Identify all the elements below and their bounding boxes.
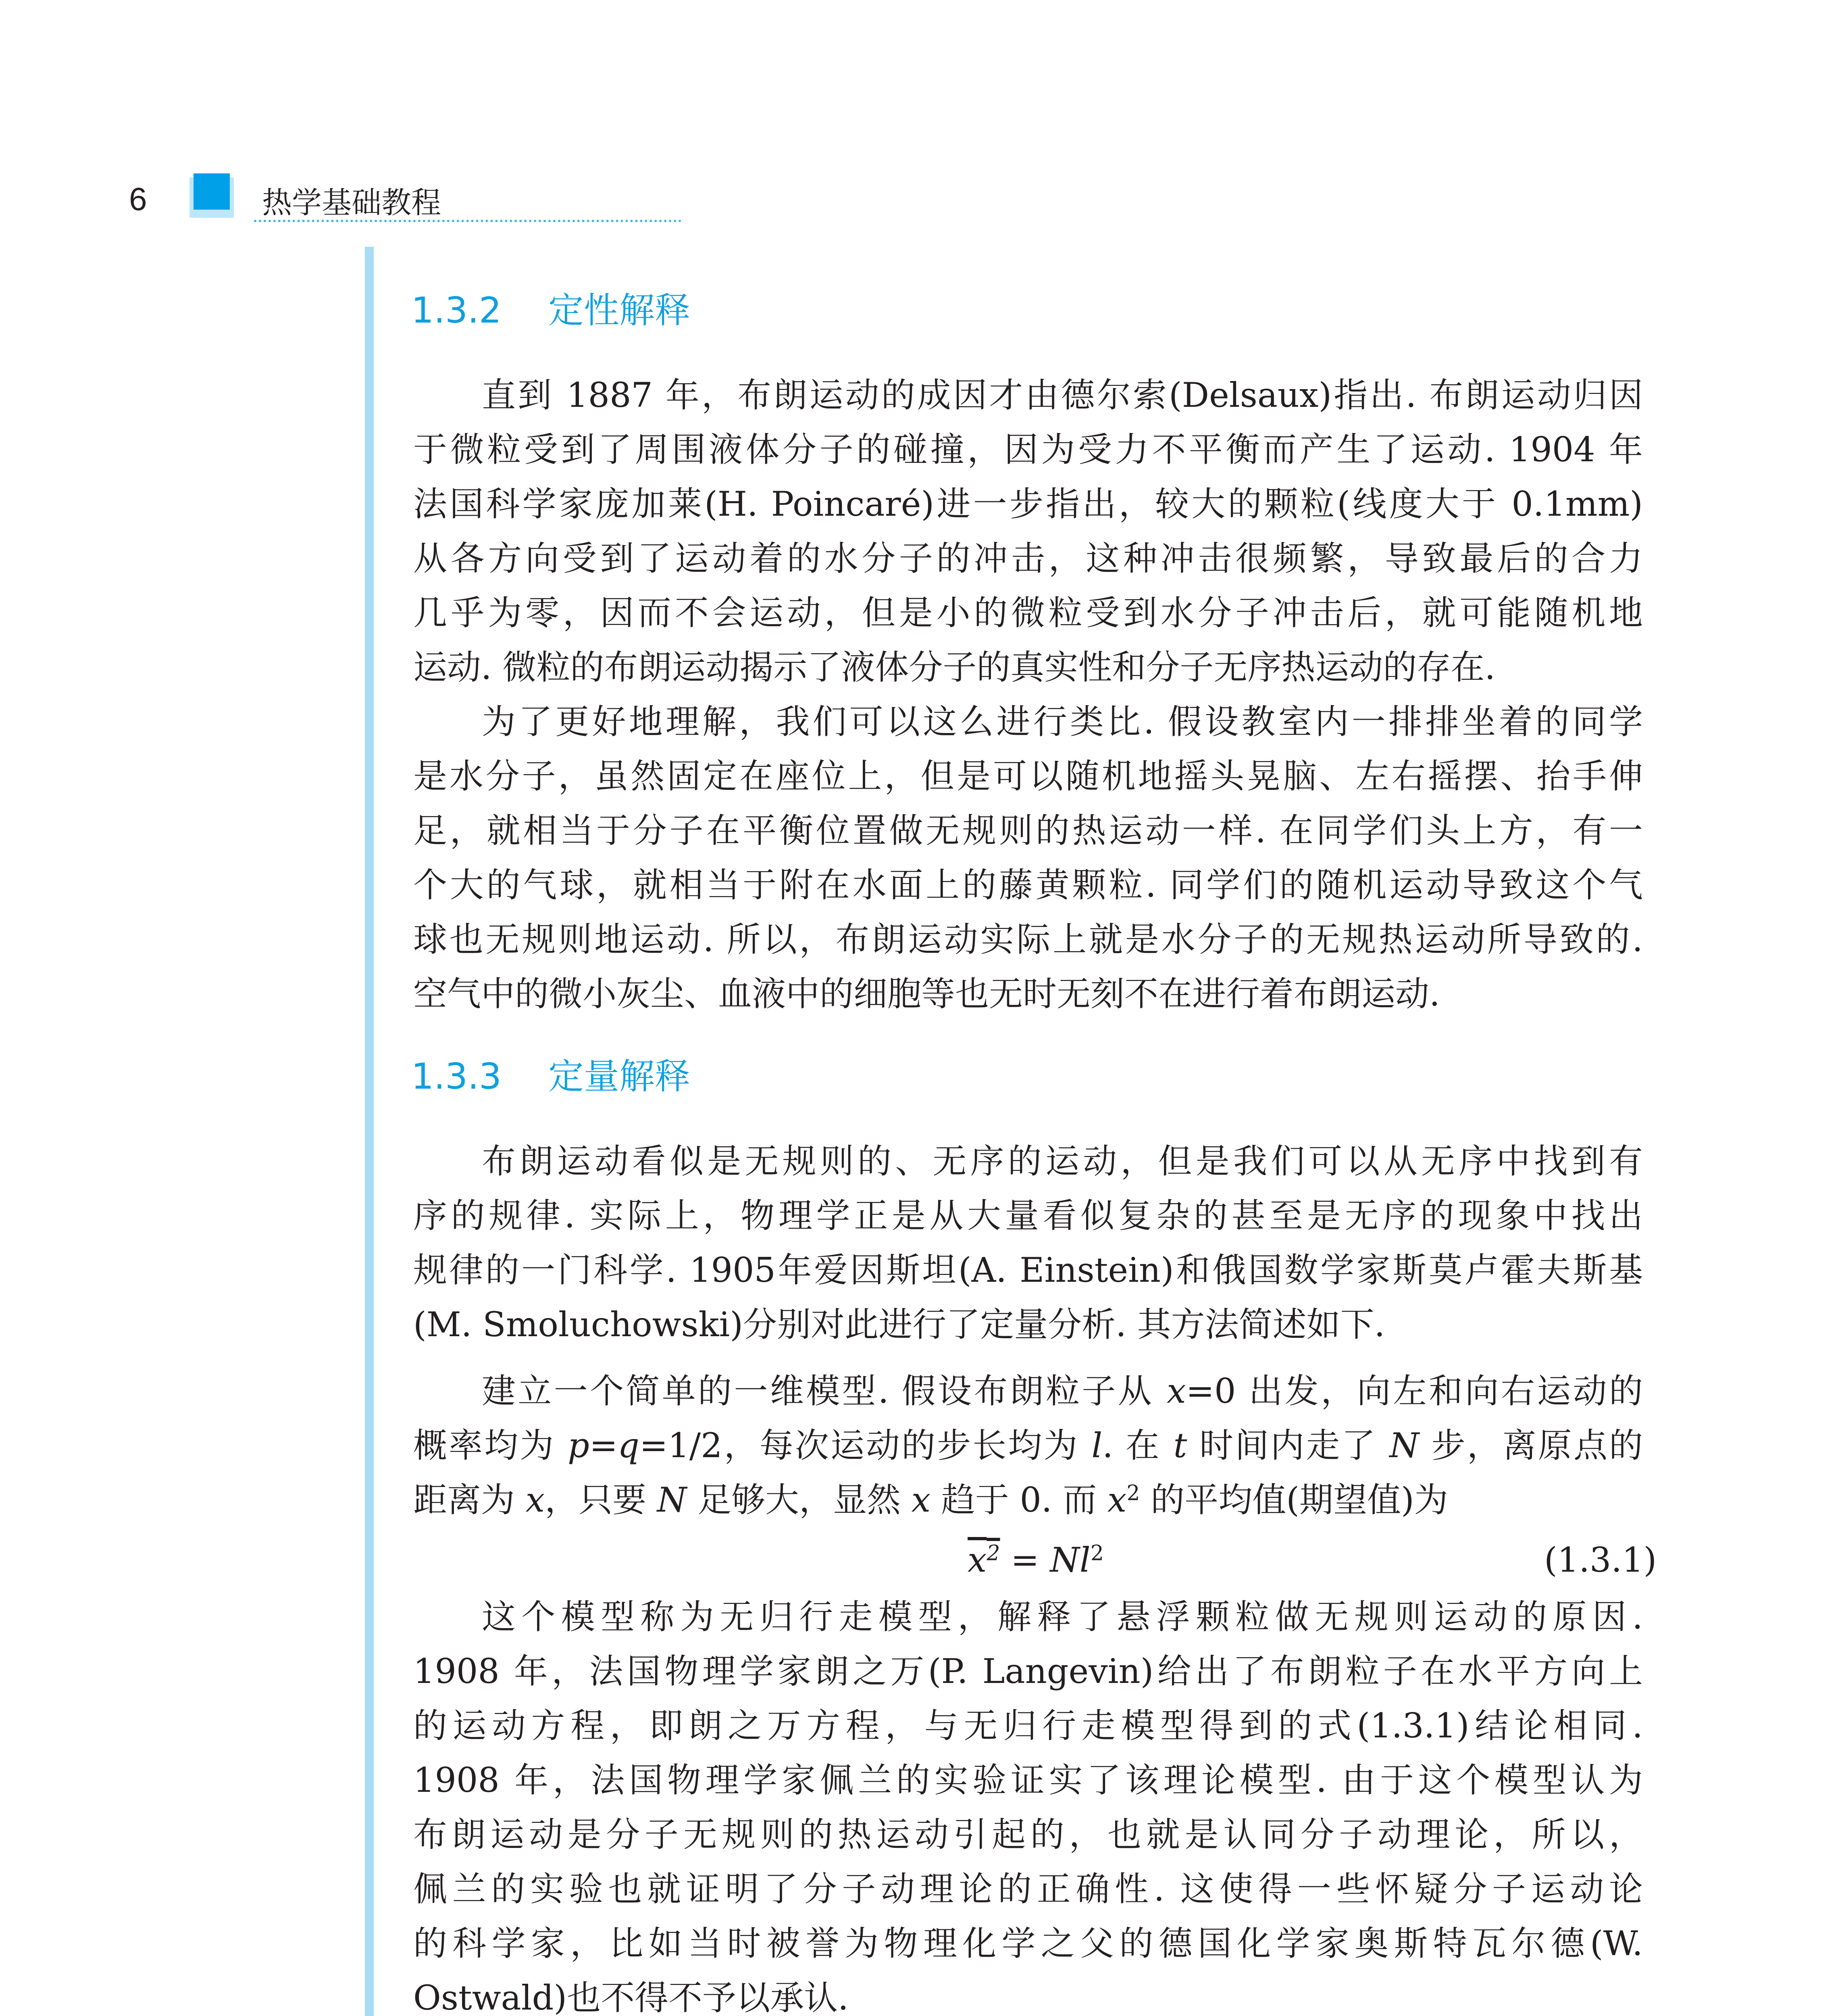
paragraph-line: 足，就相当于分子在平衡位置做无规则的热运动一样. 在同学们头上方，有一 [413,811,1643,850]
paragraph-line: 从各方向受到了运动着的水分子的冲击，这种冲击很频繁，导致最后的合力 [413,539,1643,578]
paragraph-line: 几乎为零，因而不会运动，但是小的微粒受到水分子冲击后，就可能随机地 [413,593,1643,633]
paragraph-line: 为了更好地理解，我们可以这么进行类比. 假设教室内一排排坐着的同学 [482,702,1643,741]
paragraph-line: (M. Smoluchowski)分别对此进行了定量分析. 其方法简述如下. [413,1305,1385,1344]
section-number: 1.3.3 [411,1056,502,1097]
page-number: 6 [129,181,147,217]
section-title: 定量解释 [548,1056,691,1097]
section-title: 定性解释 [548,289,691,331]
equation-number: (1.3.1) [1544,1540,1657,1580]
paragraph-line: 于微粒受到了周围液体分子的碰撞，因为受力不平衡而产生了运动. 1904 年 [413,430,1643,469]
section-number: 1.3.2 [411,289,502,331]
header-dotted-rule [254,220,681,222]
paragraph-line-model-3: 距离为 x，只要 N 足够大，显然 x 趋于 0. 而 $x^2$ 的平均值(期望值)为 [413,1480,1448,1520]
paragraph-line: 直到 1887 年，布朗运动的成因才由德尔索(Delsaux)指出. 布朗运动归因 [482,375,1643,415]
paragraph-line-model-2: 概率均为 p=q=1/2，每次运动的步长均为 l. 在 t 时间内走了 N 步，离原点的 [413,1426,1643,1465]
paragraph-line: 法国科学家庞加莱(H. Poincaré)进一步指出，较大的颗粒(线度大于 0.1mm) [413,484,1643,524]
paragraph-line: 佩兰的实验也就证明了分子动理论的正确性. 这使得一些怀疑分子运动论 [413,1869,1643,1909]
header-decor-square [194,173,230,210]
paragraph-line: 1908 年，法国物理学家佩兰的实验证实了该理论模型. 由于这个模型认为 [413,1760,1643,1800]
paragraph-line: 1908 年，法国物理学家朗之万(P. Langevin)给出了布朗粒子在水平方向上 [413,1652,1643,1691]
equation-1-3-1: $x^2 = Nl^2$ [968,1540,1104,1580]
paragraph-line: 布朗运动看似是无规则的、无序的运动，但是我们可以从无序中找到有 [482,1141,1643,1181]
paragraph-line: 球也无规则地运动. 所以，布朗运动实际上就是水分子的无规热运动所导致的. [413,920,1643,959]
paragraph-line: 的科学家，比如当时被誉为物理化学之父的德国化学家奥斯特瓦尔德(W. [413,1924,1643,1963]
paragraph-line: 是水分子，虽然固定在座位上，但是可以随机地摇头晃脑、左右摇摆、抬手伸 [413,756,1643,796]
section-heading-1-3-3 [411,1048,690,1099]
paragraph-line: Ostwald)也不得不予以承认. [413,1978,849,2016]
paragraph-line: 的运动方程，即朗之万方程，与无归行走模型得到的式(1.3.1)结论相同. [413,1706,1643,1745]
paragraph-line: 序的规律. 实际上，物理学正是从大量看似复杂的甚至是无序的现象中找出 [413,1196,1643,1235]
paragraph-line: 这个模型称为无归行走模型，解释了悬浮颗粒做无规则运动的原因. [482,1597,1643,1637]
section-heading-1-3-2 [411,282,690,333]
paragraph-line-model-1: 建立一个简单的一维模型. 假设布朗粒子从 x=0 出发，向左和向右运动的 [482,1371,1643,1411]
paragraph-line: 规律的一门科学. 1905年爱因斯坦(A. Einstein)和俄国数学家斯莫卢霍夫斯基 [413,1250,1643,1290]
book-title: 热学基础教程 [262,185,441,220]
paragraph-line: 空气中的微小灰尘、血液中的细胞等也无时无刻不在进行着布朗运动. [413,974,1440,1014]
paragraph-line: 运动. 微粒的布朗运动揭示了液体分子的真实性和分子无序热运动的存在. [413,648,1496,687]
paragraph-line: 布朗运动是分子无规则的热运动引起的，也就是认同分子动理论，所以， [413,1815,1643,1854]
margin-bar [365,247,374,2016]
paragraph-line: 个大的气球，就相当于附在水面上的藤黄颗粒. 同学们的随机运动导致这个气 [413,865,1643,905]
